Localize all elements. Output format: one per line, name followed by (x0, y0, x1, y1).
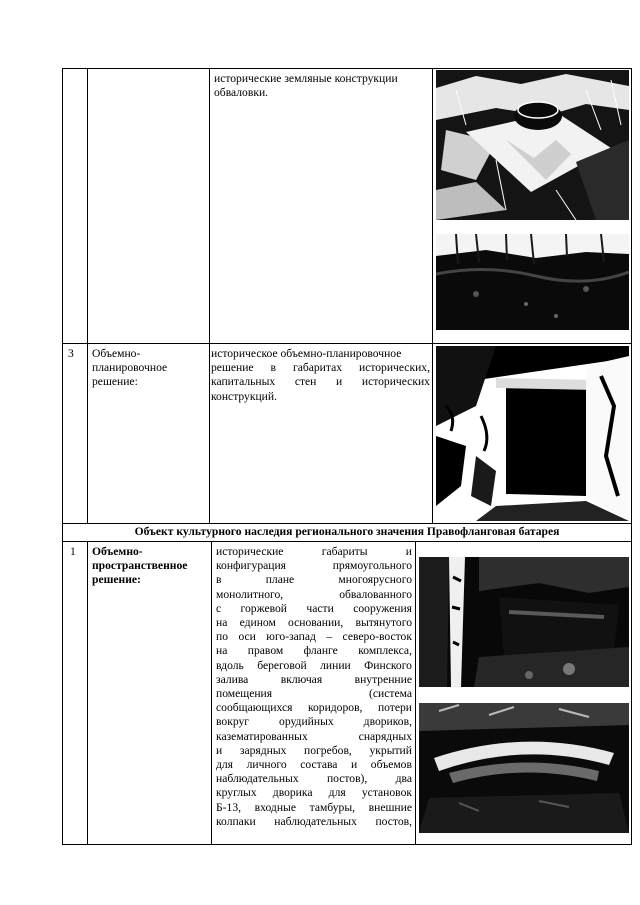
word: коридоров, (307, 701, 363, 715)
row-3-desc-line (211, 361, 430, 375)
row-1-desc-line (216, 815, 412, 829)
row-1-desc-line (216, 730, 412, 744)
word: вдоль (216, 658, 244, 672)
word: габариты (321, 545, 368, 558)
word: многоярусного (338, 573, 412, 587)
word: орудийных (279, 715, 334, 729)
word: наблюдательных (274, 814, 357, 828)
table-left-border (62, 68, 63, 845)
word: фланге (303, 644, 338, 658)
row-1-desc-line (216, 715, 412, 729)
word: решение (211, 361, 254, 375)
row-1-number: 1 (70, 545, 76, 558)
row-1-desc-line (216, 772, 412, 786)
row-divider-3 (62, 343, 632, 344)
word: установок (361, 786, 412, 800)
row-3-name (92, 347, 207, 390)
word: и (216, 743, 223, 757)
word: исторических, (358, 361, 430, 375)
word: береговой (257, 658, 307, 672)
word: монолитного, (216, 587, 284, 601)
word: горжевой (240, 601, 288, 615)
row-1-desc-line (216, 673, 412, 687)
col-divider-name (209, 68, 210, 524)
word: укрытий (369, 743, 412, 757)
row-1-name-line: пространственное (92, 559, 188, 573)
row-1-desc-line (216, 659, 412, 673)
word: линии (320, 658, 351, 672)
row-1-desc-line (216, 758, 412, 772)
word: оси (238, 630, 256, 644)
word: постов), (326, 772, 368, 786)
word: казематированных (216, 729, 308, 743)
row-1-desc-line (216, 573, 412, 587)
continued-description: исторические земляные конструкции обваловки. (214, 72, 398, 100)
photo-round-gun-yard (419, 703, 629, 833)
word: правом (247, 644, 284, 658)
col-divider-number (87, 68, 88, 524)
word: постов, (375, 814, 412, 828)
row-3-name-line: решение: (92, 375, 138, 389)
word: включая (280, 672, 323, 686)
word: колпаки (216, 814, 256, 828)
word: по (216, 630, 229, 644)
row-1-desc-line (216, 801, 412, 815)
word: Финского (364, 658, 412, 672)
word: прямоугольного (332, 559, 412, 573)
row-1-desc-line (216, 644, 412, 658)
word: едином (239, 616, 276, 630)
word: два (395, 772, 412, 786)
row-1-name (92, 545, 209, 588)
word: для (216, 758, 234, 772)
word: зарядных (239, 743, 287, 757)
word: и (336, 375, 343, 389)
word: исторические (216, 545, 284, 558)
word: капитальных (211, 375, 276, 389)
row-1-desc-line (216, 545, 412, 559)
word: личного (246, 758, 287, 772)
row-1-desc-line (216, 616, 412, 630)
row-3-name-line: планировочное (92, 361, 168, 375)
word: дворика (272, 786, 313, 800)
word: вокруг (216, 715, 250, 729)
col-divider-photo-lower (415, 541, 416, 845)
word: (система (369, 687, 412, 701)
word: стен (294, 375, 317, 389)
row-1-desc-line (216, 630, 412, 644)
word: круглых (216, 786, 257, 800)
word: потери (377, 701, 412, 715)
row-1-desc-line (216, 588, 412, 602)
table-right-border (631, 68, 632, 845)
photo-hatch-in-ground (436, 70, 629, 220)
row-1-desc-line (216, 559, 412, 573)
word: части (306, 601, 334, 615)
word: погребов, (304, 743, 352, 757)
row-3-description (211, 347, 430, 404)
word: двориков, (363, 715, 412, 729)
word: сооружения (353, 601, 412, 615)
table-top-border (62, 68, 632, 69)
word: юго-запад (266, 630, 316, 644)
word: на (216, 644, 228, 658)
word: Б-13, (216, 800, 242, 814)
row-3-name-line: Объемно- (92, 347, 141, 360)
word: в (270, 361, 276, 375)
section-heading: Объект культурного наследия регионального значения Правофланговая батарея (134, 525, 560, 538)
word: снарядных (358, 729, 412, 743)
word: конфигурация (216, 559, 286, 573)
col-divider-photo (432, 68, 433, 524)
col-divider-number-lower (87, 541, 88, 845)
word: исторических (361, 375, 430, 389)
word: внешние (368, 800, 412, 814)
word: сообщающихся (216, 701, 293, 715)
row-1-name-line: Объемно- (92, 545, 143, 558)
col-divider-name-lower (211, 541, 212, 845)
word: – (326, 630, 333, 644)
word: плане (265, 573, 295, 587)
row-3-desc-line (211, 375, 430, 389)
word: входные (254, 800, 296, 814)
word: и (405, 545, 412, 558)
row-1-desc-line (216, 744, 412, 758)
row-divider-heading-bottom (62, 541, 632, 542)
table-bottom-border (62, 844, 632, 845)
row-3-desc-line: историческое объемно-планировочное (211, 347, 402, 360)
word: для (328, 786, 346, 800)
row-1-desc-line (216, 701, 412, 715)
word: обвалованного (339, 587, 412, 601)
word: вытянутого (355, 616, 412, 630)
word: и (351, 758, 358, 772)
word: помещения (216, 687, 273, 701)
word: залива (216, 672, 249, 686)
word: габаритах (292, 361, 343, 375)
row-3-number: 3 (68, 347, 74, 360)
word: состава (300, 758, 338, 772)
photo-earthwork-overgrown (436, 234, 629, 330)
row-3-desc-line: конструкций. (211, 389, 277, 403)
word: основании, (288, 616, 344, 630)
word: наблюдательных (216, 772, 299, 786)
row-divider-heading-top (62, 523, 632, 524)
word: комплекса, (358, 644, 412, 658)
row-1-name-line: решение: (92, 573, 141, 587)
row-1-desc-line (216, 602, 412, 616)
photo-battery-birch-trees (419, 557, 629, 687)
word: в (216, 573, 222, 587)
word: тамбуры, (309, 800, 356, 814)
row-1-desc-line (216, 687, 412, 701)
row-1-desc-line (216, 786, 412, 800)
word: внутренние (354, 672, 412, 686)
photo-concrete-corridor (436, 346, 629, 521)
word: объемов (370, 758, 412, 772)
word: на (216, 616, 228, 630)
row-1-description (216, 545, 412, 829)
word: северо-восток (342, 630, 412, 644)
word: с (216, 601, 222, 615)
